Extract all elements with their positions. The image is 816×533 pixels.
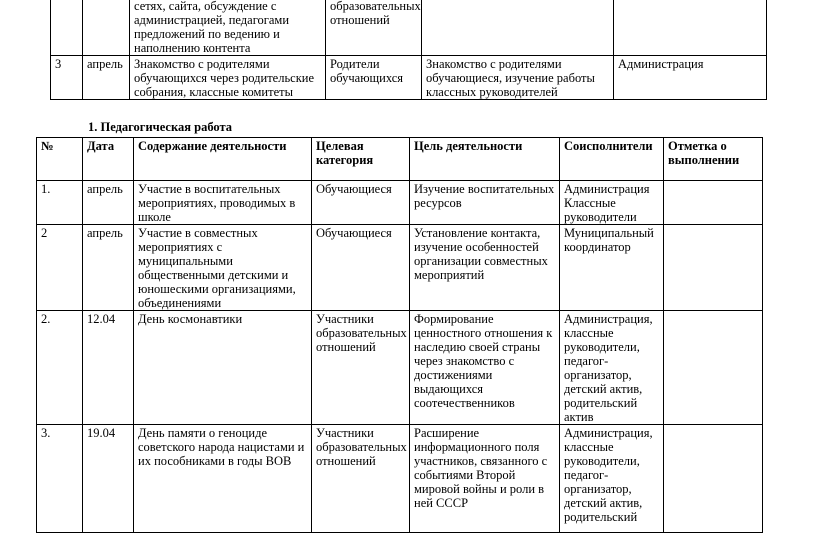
section-heading: 1. Педагогическая работа xyxy=(88,120,233,134)
table-row xyxy=(37,225,763,311)
cell-goal: Расширение информационного поля участников, связанного с событиями Второй мировой войны и роли в ней СССР xyxy=(410,425,560,533)
table-row xyxy=(51,56,767,100)
cell-goal: Установление контакта, изучение особенностей организации совместных мероприятий xyxy=(410,225,560,311)
cell-target: образовательных отношений xyxy=(326,0,422,56)
header-mark: Отметка о выполнении xyxy=(664,138,763,181)
main-table xyxy=(36,137,763,533)
cell-target: Родители обучающихся xyxy=(326,56,422,100)
cell-goal: Формирование ценностного отношения к наследию своей страны через знакомство с достижениями выдающихся соотечественников xyxy=(410,311,560,425)
header-target: Целевая категория xyxy=(312,138,410,181)
cell-content: Участие в воспитательных мероприятиях, проводимых в школе xyxy=(134,181,312,225)
cell-date: апрель xyxy=(83,181,134,225)
header-content: Содержание деятельности xyxy=(134,138,312,181)
table-row xyxy=(37,425,763,533)
cell-executors: Администрация, классные руководители, педагог- организатор, детский актив, родительский актив xyxy=(560,311,664,425)
cell-content: сетях, сайта, обсуждение с администрацией, педагогами предложений по ведению и наполнению контента xyxy=(130,0,326,56)
cell-target: Обучающиеся xyxy=(312,181,410,225)
cell-num: 1. xyxy=(37,181,83,225)
cell-goal: Изучение воспитательных ресурсов xyxy=(410,181,560,225)
cell-num: 2 xyxy=(37,225,83,311)
cell-target: Обучающиеся xyxy=(312,225,410,311)
cell-num: 3. xyxy=(37,425,83,533)
cell-executors: Администрация xyxy=(614,56,767,100)
cell-date: 12.04 xyxy=(83,311,134,425)
cell-date: 19.04 xyxy=(83,425,134,533)
cell-target: Участники образовательных отношений xyxy=(312,425,410,533)
table-header-row xyxy=(37,138,763,181)
cell-mark xyxy=(664,225,763,311)
cell-date xyxy=(83,0,130,56)
cell-mark xyxy=(664,311,763,425)
cell-mark xyxy=(664,181,763,225)
cell-date: апрель xyxy=(83,225,134,311)
cell-goal: Знакомство с родителями обучающиеся, изучение работы классных руководителей xyxy=(422,56,614,100)
cell-num xyxy=(51,0,83,56)
cell-goal xyxy=(422,0,614,56)
cell-executors: Администрация, классные руководители, педагог- организатор, детский актив, родительский xyxy=(560,425,664,533)
table-row xyxy=(37,181,763,225)
table-row xyxy=(51,0,767,56)
cell-content: День памяти о геноциде советского народа нацистами и их пособниками в годы ВОВ xyxy=(134,425,312,533)
cell-mark xyxy=(664,425,763,533)
cell-executors: Муниципальный координатор xyxy=(560,225,664,311)
header-executors: Соисполнители xyxy=(560,138,664,181)
cell-date: апрель xyxy=(83,56,130,100)
cell-content: Знакомство с родителями обучающихся через родительские собрания, классные комитеты xyxy=(130,56,326,100)
top-table xyxy=(50,0,767,100)
header-num: № xyxy=(37,138,83,181)
cell-target: Участники образовательных отношений xyxy=(312,311,410,425)
header-date: Дата xyxy=(83,138,134,181)
cell-content: День космонавтики xyxy=(134,311,312,425)
table-row xyxy=(37,311,763,425)
cell-num: 3 xyxy=(51,56,83,100)
cell-content: Участие в совместных мероприятиях с муниципальными общественными детскими и юношескими организациями, объединениями xyxy=(134,225,312,311)
cell-executors xyxy=(614,0,767,56)
header-goal: Цель деятельности xyxy=(410,138,560,181)
cell-executors: Администрация Классные руководители xyxy=(560,181,664,225)
cell-num: 2. xyxy=(37,311,83,425)
